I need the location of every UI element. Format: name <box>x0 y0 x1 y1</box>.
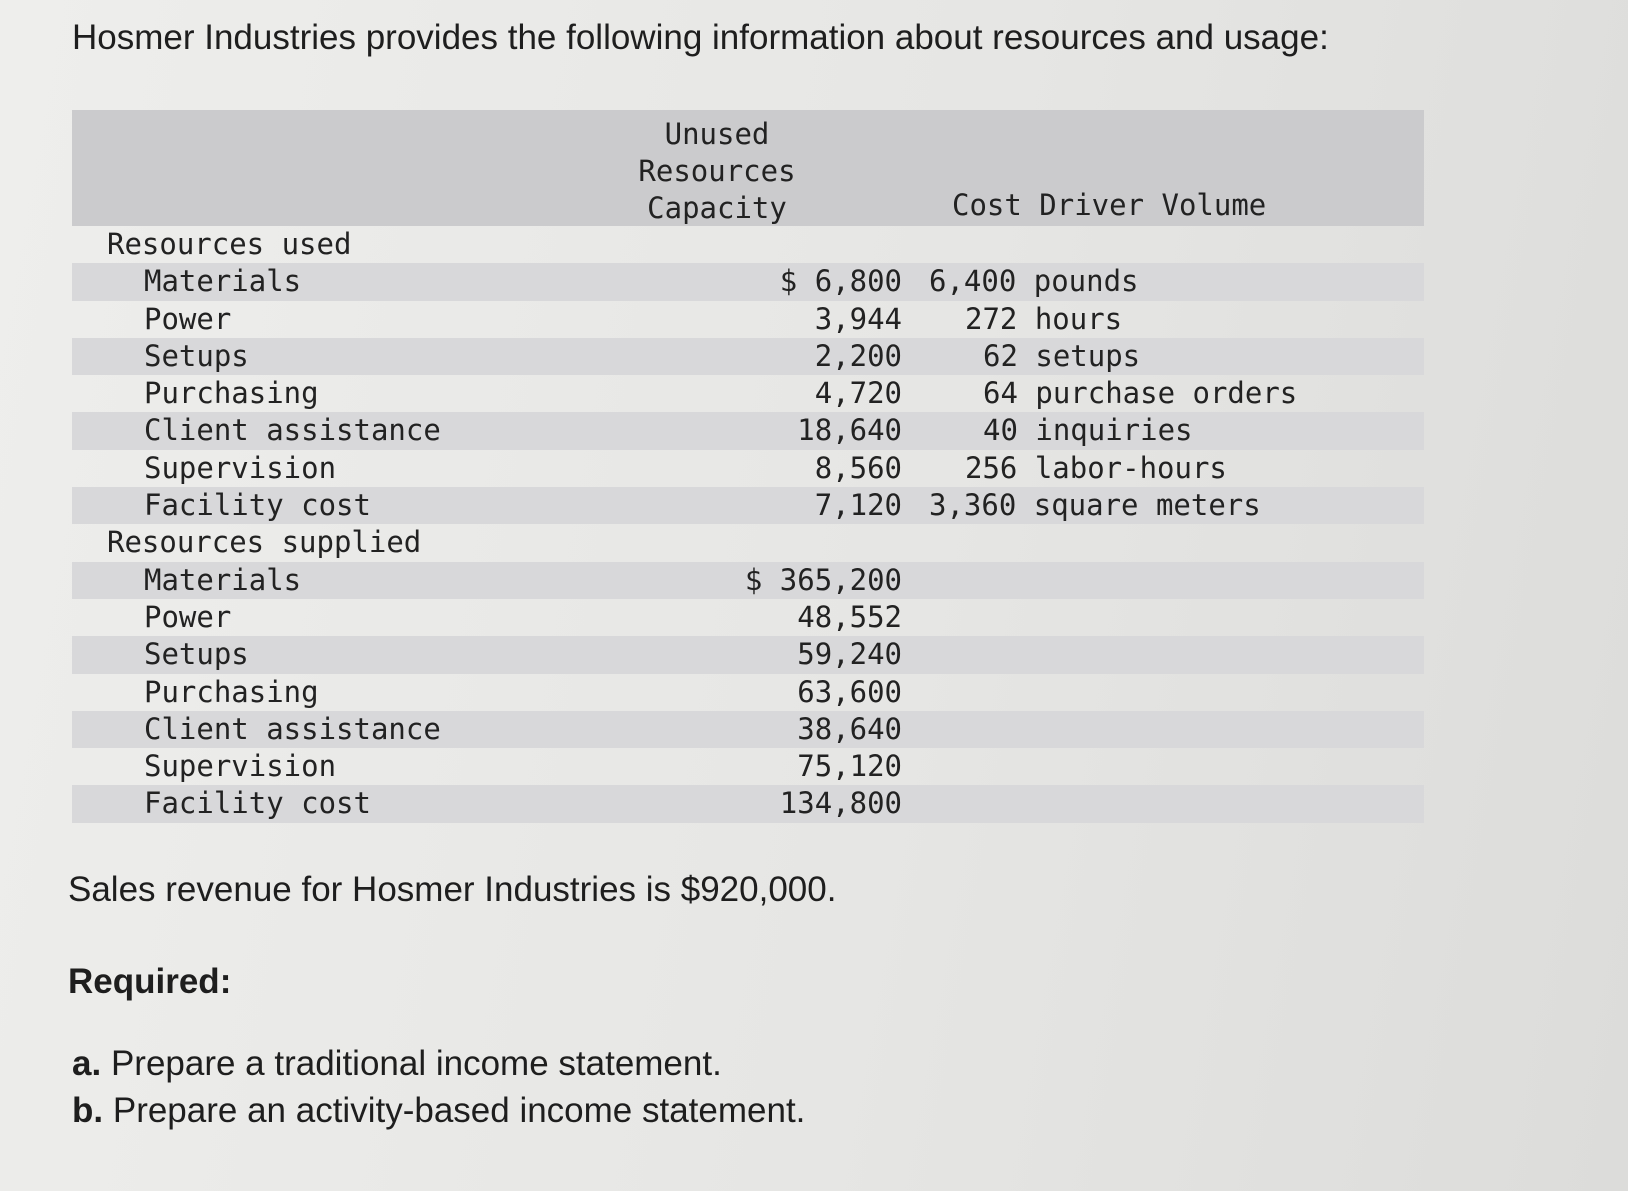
row-value: 7,120 <box>814 488 902 523</box>
row-driver: 6,400 pounds <box>929 264 1139 299</box>
row-value: 59,240 <box>797 637 902 672</box>
row-value: $ 6,800 <box>779 264 902 299</box>
row-label: Purchasing <box>144 376 319 411</box>
table-row <box>72 412 1424 449</box>
table-row <box>72 599 1424 636</box>
row-driver: 64 purchase orders <box>983 376 1298 411</box>
table-row <box>72 487 1424 524</box>
row-label: Purchasing <box>144 674 319 709</box>
row-driver: 256 labor-hours <box>965 450 1227 485</box>
section-heading-supplied <box>72 524 1424 561</box>
row-label: Power <box>144 599 232 634</box>
item-text: Prepare an activity-based income statement. <box>112 1091 806 1130</box>
row-value: 18,640 <box>797 413 902 448</box>
row-label: Resources supplied <box>107 525 422 560</box>
row-value: 63,600 <box>797 674 902 709</box>
item-letter: b. <box>72 1091 104 1130</box>
table-row <box>72 674 1424 711</box>
row-value: 75,120 <box>797 749 902 784</box>
row-driver: 62 setups <box>983 338 1141 373</box>
row-label: Resources used <box>107 227 352 261</box>
row-value: 3,944 <box>814 301 902 336</box>
table-row <box>72 785 1424 822</box>
row-value: 48,552 <box>797 599 902 634</box>
table-row <box>72 562 1424 599</box>
table-header <box>72 110 1424 226</box>
table-row <box>72 263 1424 300</box>
row-label: Facility cost <box>144 786 371 821</box>
item-text: Prepare a traditional income statement. <box>110 1044 722 1083</box>
table-row <box>72 375 1424 412</box>
row-label: Client assistance <box>144 413 441 448</box>
row-label: Setups <box>144 637 249 672</box>
row-value: 2,200 <box>814 338 902 373</box>
table-row <box>72 711 1424 748</box>
row-value: 8,560 <box>814 450 902 485</box>
item-letter: a. <box>72 1044 102 1083</box>
required-heading: Required: <box>68 962 232 1001</box>
section-heading-used <box>72 226 1424 263</box>
table-row <box>72 301 1424 338</box>
row-driver: 272 hours <box>965 301 1123 336</box>
row-label: Facility cost <box>144 488 371 523</box>
row-label: Client assistance <box>144 711 441 746</box>
row-label: Supervision <box>144 450 337 485</box>
requirements-list <box>72 1040 805 1134</box>
sales-revenue-text: Sales revenue for Hosmer Industries is $920,000. <box>68 870 837 909</box>
row-driver: 3,360 square meters <box>929 488 1261 523</box>
intro-text: Hosmer Industries provides the following information about resources and usage: <box>72 18 1329 57</box>
row-value: $ 365,200 <box>744 562 902 597</box>
row-label: Power <box>144 301 232 336</box>
header-cost-driver-volume: Cost Driver Volume <box>952 188 1267 222</box>
header-unused-capacity: Unused Resources Capacity <box>638 117 796 225</box>
table-row <box>72 748 1424 785</box>
row-driver: 40 inquiries <box>983 413 1193 448</box>
row-label: Setups <box>144 338 249 373</box>
table-row <box>72 450 1424 487</box>
row-label: Supervision <box>144 749 337 784</box>
row-value: 38,640 <box>797 711 902 746</box>
row-label: Materials <box>144 562 302 597</box>
table-row <box>72 636 1424 673</box>
resources-table <box>72 110 1424 823</box>
row-value: 4,720 <box>814 376 902 411</box>
row-label: Materials <box>144 264 302 299</box>
list-item <box>72 1087 805 1134</box>
row-value: 134,800 <box>779 786 902 821</box>
table-row <box>72 338 1424 375</box>
list-item <box>72 1040 805 1087</box>
